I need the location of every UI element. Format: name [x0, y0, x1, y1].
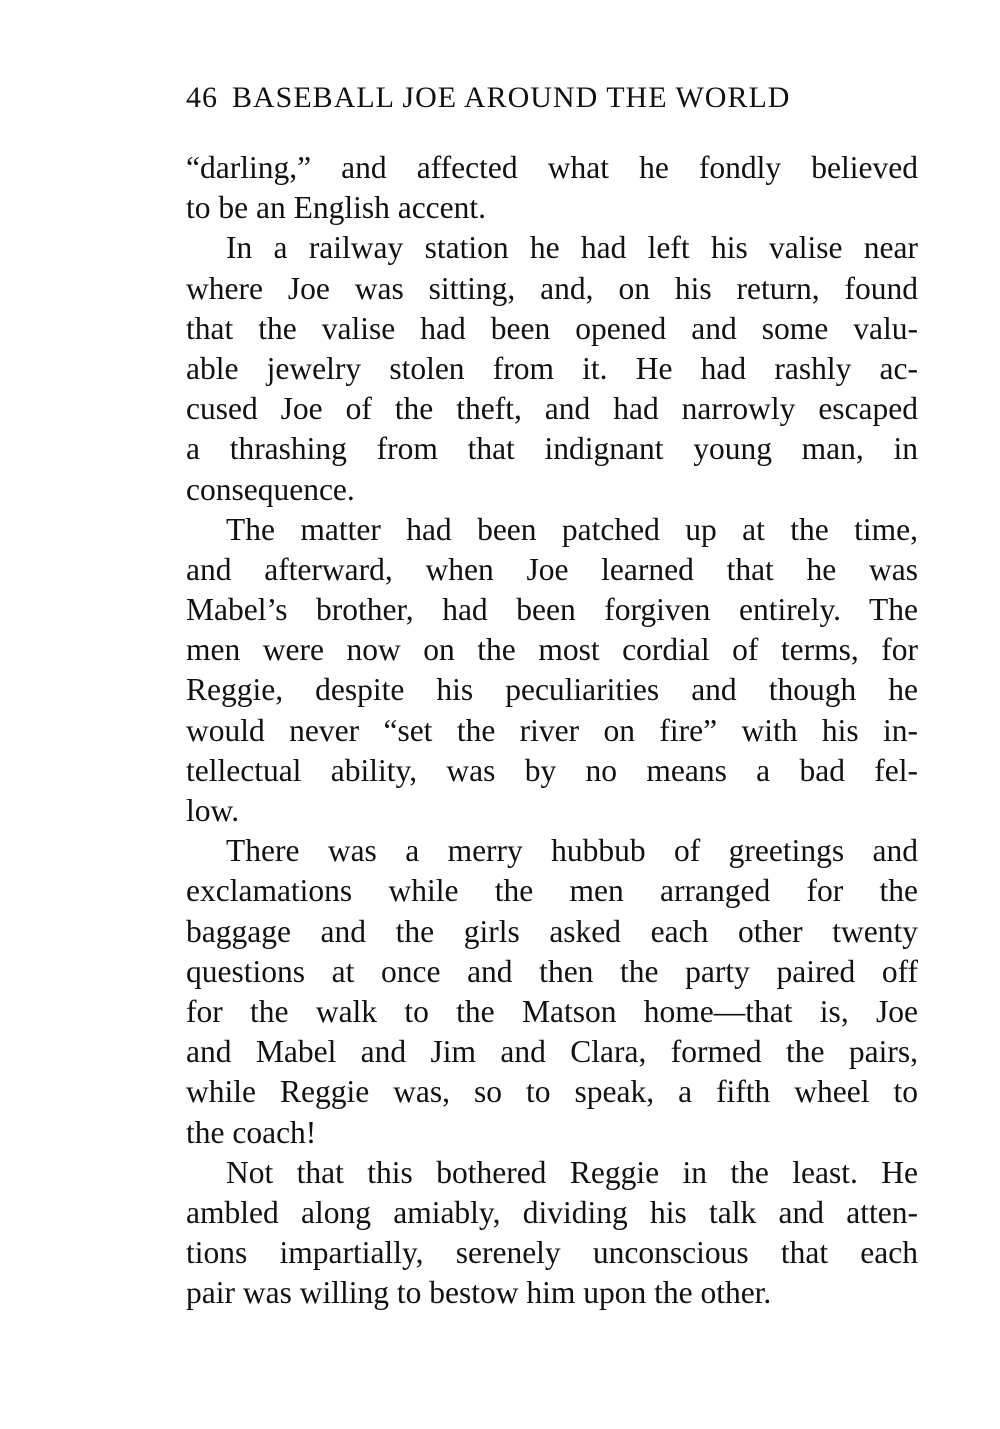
body-text: [186, 148, 918, 1313]
text-line: Not that this bothered Reggie in the least. He: [226, 1154, 918, 1190]
text-line: tellectual ability, was by no means a bad fel-: [186, 752, 918, 788]
text-line: while Reggie was, so to speak, a fifth wheel to: [186, 1074, 918, 1110]
text-line: cused Joe of the theft, and had narrowly escaped: [186, 391, 918, 427]
text-line: and afterward, when Joe learned that he was: [186, 551, 918, 587]
text-line: In a railway station he had left his valise near: [226, 230, 918, 266]
text-line: a thrashing from that indignant young man, in: [186, 431, 918, 467]
text-line: would never “set the river on fire” with his in-: [186, 712, 918, 748]
text-line: tions impartially, serenely unconscious that each: [186, 1235, 918, 1271]
text-line: men were now on the most cordial of terms, for: [186, 632, 918, 668]
text-line: consequence.: [186, 471, 355, 507]
text-line: There was a merry hubbub of greetings and: [226, 833, 918, 869]
text-line: and Mabel and Jim and Clara, formed the pairs,: [186, 1034, 918, 1070]
paragraph-3: [186, 510, 918, 832]
text-line: baggage and the girls asked each other twenty: [186, 913, 918, 949]
paragraph-5: [186, 1153, 918, 1314]
text-line: exclamations while the men arranged for the: [186, 873, 918, 909]
text-line: that the valise had been opened and some valu-: [186, 310, 918, 346]
running-title: BASEBALL JOE AROUND THE WORLD: [232, 81, 791, 114]
text-line: “darling,” and affected what he fondly believed: [186, 150, 918, 185]
text-line: Mabel’s brother, had been forgiven entirely. The: [186, 592, 918, 628]
text-line: low.: [186, 793, 240, 828]
paragraph-4: [186, 831, 918, 1153]
text-line: where Joe was sitting, and, on his return, found: [186, 270, 918, 306]
paragraph-2: [186, 228, 918, 509]
text-line: Reggie, despite his peculiarities and though he: [186, 672, 918, 708]
text-line: questions at once and then the party paired off: [186, 953, 918, 989]
text-line: pair was willing to bestow him upon the other.: [186, 1275, 772, 1311]
text-line: The matter had been patched up at the time,: [226, 511, 918, 547]
running-head: [186, 78, 891, 118]
text-line: ambled along amiably, dividing his talk and atten-: [186, 1194, 918, 1230]
text-line: able jewelry stolen from it. He had rashly ac-: [186, 350, 918, 386]
text-line: for the walk to the Matson home—that is, Joe: [186, 993, 918, 1029]
text-line: the coach!: [186, 1114, 317, 1150]
paragraph-1: [186, 148, 918, 228]
page-number: 46: [186, 81, 218, 114]
text-line: to be an English accent.: [186, 190, 487, 226]
